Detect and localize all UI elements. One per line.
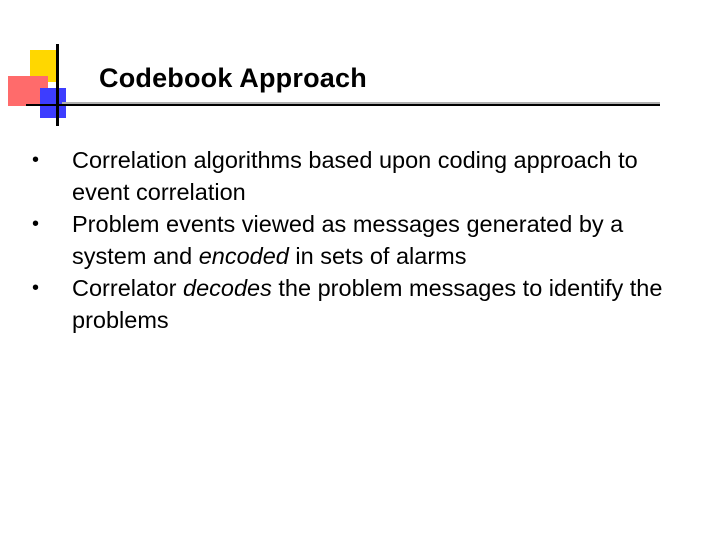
bullet-text: Problem events viewed as messages generated by a system and	[72, 211, 624, 269]
bullet-dot-icon: •	[32, 213, 40, 235]
bullet-item	[30, 144, 690, 208]
bullet-dot-icon: •	[32, 149, 40, 171]
bullet-text: Correlation algorithms based upon coding approach to event correlation	[72, 147, 638, 205]
colored-squares-logo-icon	[0, 0, 100, 130]
bullet-emphasis: decodes	[183, 275, 272, 301]
bullet-item	[30, 272, 690, 336]
bullet-text: Correlator	[72, 275, 184, 301]
bullet-text: in sets of alarms	[288, 243, 467, 269]
title-underline	[26, 104, 660, 106]
bullet-list	[30, 144, 690, 336]
bullet-item	[30, 208, 690, 272]
bullet-emphasis: encoded	[198, 243, 289, 269]
bullet-dot-icon: •	[32, 277, 40, 299]
slide-title: Codebook Approach	[99, 63, 367, 93]
logo-vertical-rule	[56, 44, 59, 126]
bullet-text: the problem messages to identify the problems	[72, 275, 663, 333]
